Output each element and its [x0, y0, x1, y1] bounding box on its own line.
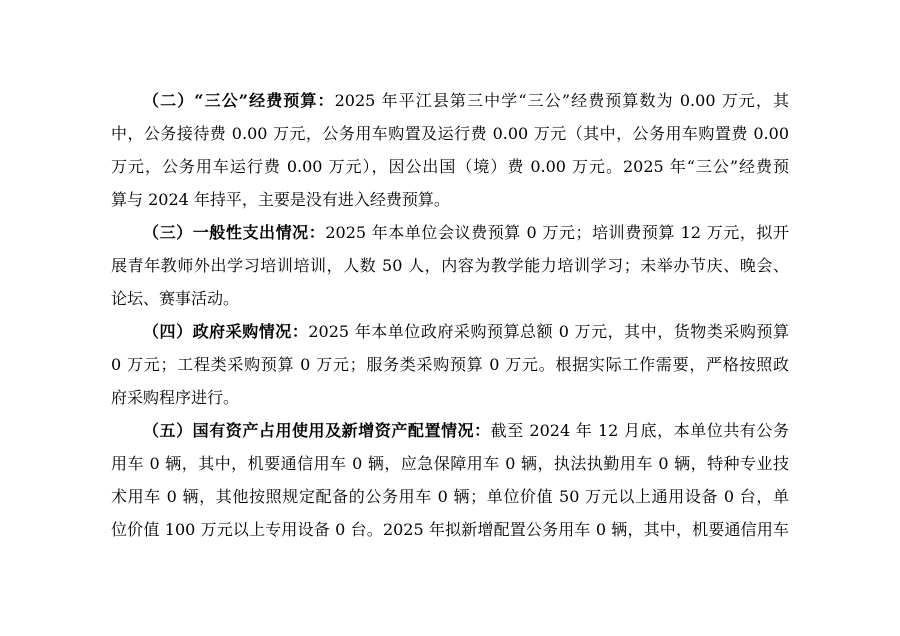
paragraph-line: 中，公务接待费 0.00 万元，公务用车购置及运行费 0.00 万元（其中，公务用车购置费 0.00 [111, 124, 789, 143]
paragraph-text: 2025 年平江县第三中学“三公”经费预算数为 0.00 万元，其 [334, 91, 789, 110]
paragraph-state-assets [111, 414, 789, 546]
paragraph-government-procurement [111, 315, 789, 414]
paragraph-heading: （五）国有资产占用使用及新增资产配置情况： [143, 421, 491, 440]
paragraph-text: 截至 2024 年 12 月底，本单位共有公务 [490, 421, 789, 440]
paragraph-san-gong-budget [111, 84, 789, 216]
paragraph-line: 万元，公务用车运行费 0.00 万元），因公出国（境）费 0.00 万元。2025 年“三公”经费预 [111, 157, 789, 176]
paragraph-line: 术用车 0 辆，其他按照规定配备的公务用车 0 辆；单位价值 50 万元以上通用设备 0 台，单 [111, 487, 789, 506]
paragraph-first-line [111, 315, 789, 348]
paragraph-text: 2025 年本单位会议费预算 0 万元；培训费预算 12 万元，拟开 [325, 223, 789, 242]
paragraph-line: 0 万元；工程类采购预算 0 万元；服务类采购预算 0 万元。根据实际工作需要，严格按照政 [111, 355, 789, 374]
paragraph-heading: （三）一般性支出情况： [143, 223, 326, 242]
paragraph-line: 位价值 100 万元以上专用设备 0 台。2025 年拟新增配置公务用车 0 辆，其中，机要通信用车 [111, 520, 789, 539]
paragraph-line: 算与 2024 年持平，主要是没有进入经费预算。 [111, 190, 450, 209]
paragraph-first-line [111, 414, 789, 447]
paragraph-heading: （四）政府采购情况： [143, 322, 309, 341]
paragraph-first-line [111, 84, 789, 117]
paragraph-line: 府采购程序进行。 [111, 388, 240, 407]
paragraph-heading: （二）“三公”经费预算： [143, 91, 335, 110]
paragraph-first-line [111, 216, 789, 249]
paragraph-line: 用车 0 辆，其中，机要通信用车 0 辆，应急保障用车 0 辆，执法执勤用车 0 辆，特种专业技 [111, 454, 789, 473]
paragraph-general-expenditure [111, 216, 789, 315]
paragraph-line: 论坛、赛事活动。 [111, 289, 240, 308]
paragraph-line: 展青年教师外出学习培训培训，人数 50 人，内容为教学能力培训学习；未举办节庆、晚会、 [111, 256, 789, 275]
paragraph-text: 2025 年本单位政府采购预算总额 0 万元，其中，货物类采购预算 [308, 322, 789, 341]
